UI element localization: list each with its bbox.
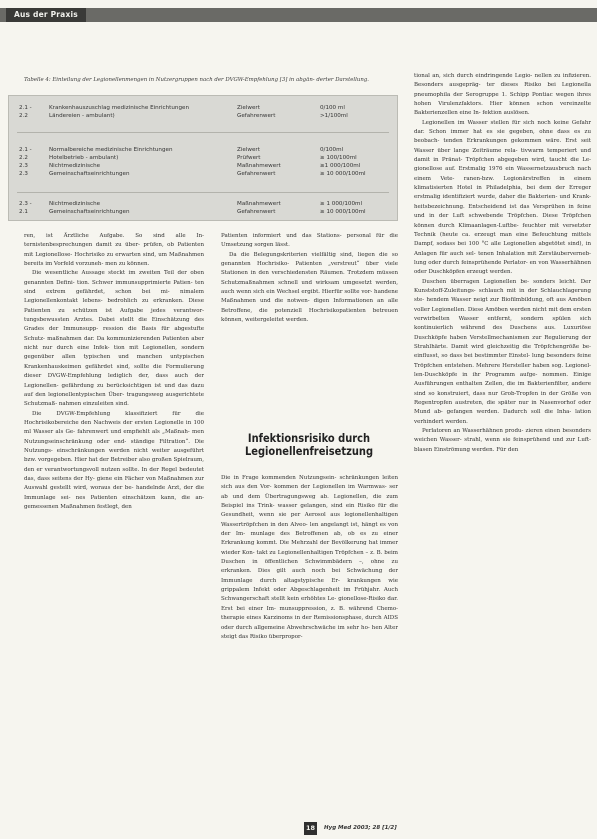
row-measure: Prüfwert (237, 155, 261, 161)
page-number: 18 (304, 822, 317, 835)
table-row (9, 154, 397, 162)
row-value: ≥ 10 000/100ml (320, 209, 366, 215)
table-row (9, 112, 397, 120)
table-divider (17, 192, 389, 193)
row-description: Normalbereiche medizinische Einrichtungen (49, 147, 173, 153)
table-group (9, 200, 397, 216)
table-row (9, 146, 397, 154)
row-value: ≥ 10 000/100ml (320, 171, 366, 177)
row-measure: Gefahrenwert (237, 171, 276, 177)
row-description: Ländereien - ambulant) (49, 113, 115, 119)
row-measure: Zielwert (237, 147, 260, 153)
row-description: Hotelbetrieb - ambulant) (49, 155, 119, 161)
body-column-middle-top (221, 232, 398, 325)
journal-issue: Hyg Med 2003; 28 [1/2] (324, 825, 397, 831)
row-value: ≥ 100/100ml (320, 155, 357, 161)
page-footer (0, 822, 597, 836)
row-value: >1/100ml (320, 113, 348, 119)
row-measure: Zielwert (237, 105, 260, 111)
row-code: 2.3 - (19, 201, 32, 207)
row-code: 2.1 - (19, 147, 32, 153)
row-description: Krankenhauszuschlag medizinische Einrichtungen (49, 105, 189, 111)
row-value: ≥1 000/100ml (320, 163, 361, 169)
paragraph: ren, ist Ärztliche Aufgabe. So sind alle In- ternistenbesprechungen damit zu über- prüfen, ob Patienten mit Legionellose- Hochrisiko zu erwarten sind, um Maßnahmen bereits im Vorfeld vorzuneh- men zu können. (24, 233, 204, 268)
row-measure: Maßnahmewert (237, 201, 281, 207)
table-group (9, 146, 397, 178)
paragraph: Perlatoren an Wasserhähnen produ- zieren einen besonders weichen Wasser- strahl, wenn sie feinsprühend und zur Luft- blasen Einströmung werden. Für den (414, 428, 591, 453)
section-headline: Infektionsrisiko durch Legionellenfreisetzung (244, 431, 374, 458)
paragraph: Patienten informiert und das Stations- personal für die Umsetzung sorgen lässt. (221, 233, 398, 249)
body-column-middle-bottom (221, 474, 398, 642)
paragraph: Die in Frage kommenden Nutzungsein- schränkungen leiten sich aus den Vor- kommen der Legionellen im Warmwas- ser ab und dem Übertragungsweg ab. Legionellen, die zum Beispiel ins Trink- wasser gelangen, sind ein Risiko für die Gesundheit, wenn sie per Aerosol aus legionellenhaltigen Wassertröpfchen in den Alveo- len angelangt ist, hängt es von der Im- munlage des Betroffenen ab, ob es zu einer Erkrankung kommt. Die Mehrzahl der Bevölkerung hat immer wieder Kon- takt zu Legionellenhaltigen Tröpfchen – z. B. beim Duschen in öffentlichen Schwimmbädern –, ohne zu erkranken. Dies gilt auch noch bei Schwächung der Immunlage durch altagstypische Er- krankungen wie grippalem Infekt oder Abgeschlagenheit im Frühjahr. Auch Schwangerschaft stellt kein erhöhtes Le- gionellose-Risiko dar. Erst bei einer Im- munsuppression, z. B. während Chemo- therapie eines Karzinoms in der Remissionsphase, durch AIDS oder durch allgemeine Abwehrschwäche im sehr ho- hen Alter steigt das Risiko überpropor- (221, 475, 398, 640)
table-divider (17, 132, 389, 133)
body-column-left (24, 232, 204, 512)
row-code: 2.3 (19, 171, 28, 177)
legionella-classification-table (8, 95, 398, 221)
row-description: Gemeinschaftseinrichtungen (49, 209, 130, 215)
paragraph: Legionellen im Wasser stellen für sich noch keine Gefahr dar. Schon immer hat es sie gegeben, ohne dass es zu beobach- tenden Erkrankungen gekommen wäre. Erst seit Wasser über lange Zeiträume rela- tivwarm temperiert und damit in Pränat- Tröpfchen abgegeben wird, taucht die Le- gionellose auf. Erstmalig 1976 ein Wassernetzausbruch nach einem Vete- ranen-bzw. Legionärstreffen in einem klimatisierten Hotel in Philadelphia, bei dem der Erreger erstmalig identifiziert wurde, daher die Bakterien- und Krank- heitsbezeichnung. Entscheidend ist das Versprühen in feine und in der Luft schwebende Tröpfchen. Diese Tröpfchen können durch Klimaanlagen-Luftbe- feuchter mit versetzter Technik (heute ca. erzeugt man eine Befeuchtung mittels Dampf, sodass bei 100 °C alle Legionellen abgetötet sind), in Anlagen für auch sel- tenen Inhalation mit Zerstäuberverneb- lung oder durch feinsprühende Perlator- en von Wasserhähnen oder Duschköpfen erzeugt werden. (414, 119, 591, 276)
section-headline-box (228, 432, 390, 458)
row-value: 0/100 ml (320, 105, 345, 111)
row-value: 0/100ml (320, 147, 344, 153)
row-value: ≥ 1 000/100ml (320, 201, 363, 207)
paragraph: tional an, sich durch eindringende Legio- nellen zu infizieren. Besonders ausgepräg- ter dieses Risiko bei Legionella pneumophila der Serogruppe 1. Schipp Pontiac wegen ihres hohen Virulenzfaktors. Hier können schon vereinzelte Bakterienzellen eine In- fektion auslösen. (414, 73, 591, 117)
row-description: Nichtmedizinische (49, 163, 101, 169)
body-column-right (414, 72, 591, 455)
paragraph: Da die Belegungskriterien vielfältig sind, liegen die so genannten Hochrisiko- Patienten „verstreut“ über viele Stationen in den verschiedensten Räumen. Trotzdem müssen Schutzmaßnahmen schnell und wirksam umgesetzt werden, auch wenn sich ein Wechsel ergibt. Hierfür sollte vor- handene Maßnahmen und die notwen- digen Informationen an alle Betroffene, die potenziell Hochrisikopatienten betreuen können, weitergeleitet werden. (221, 251, 398, 324)
table-row (9, 200, 397, 208)
row-code: 2.2 (19, 113, 28, 119)
table-row (9, 170, 397, 178)
section-header-band (0, 8, 597, 22)
row-measure: Gefahrenwert (237, 113, 276, 119)
row-measure: Maßnahmewert (237, 163, 281, 169)
paragraph: Die wesentliche Aussage steckt im zweiten Teil der oben genannten Defini- tion. Schwer immunsupprimierte Patien- ten sind extrem gefährdet, schon bei mi- nimalem Legionellenkontakt lebens- bedrohlich zu erkranken. Diese Patienten zu schützen ist Aufgabe jedes verantwor- tungsbewussten Arztes. Dabei stellt die Einschätzung des Grades der Immunsupp- ression die Basis für abgestufte Schutz- maßnahmen dar. Da kommunizierenden Patienten aber nicht nur durch eine Infek- tion mit Legionellen, sondern gegenüber allen typischen und manchen untypischen Krankenhauskeimen gefährdet sind, sollte die Formulierung dieser DVGW-Empfehlung lediglich der, dass auch der Legionellen- gefährdung zu berücksichtigen ist und das dazu auf den legionellentypischen Über- tragungsweg ausgerichtete Schutzmaß- nahmen einzuleiten sind. (24, 270, 204, 408)
paragraph: Die DVGW-Empfehlung klassifiziert für die Hochrisikobereiche den Nachweis der ersten Legionelle in 100 ml Wasser als Ge- fahrenwert und empfiehlt als „Maßnah- men Nutzungseinschränkung oder end- ständige Filtration“. Die Nutzungs- einschränkungen werden nicht weiter ausgeführt bzw. vorgegeben. Hier hat der Betreiber also großen Spielraum, den er verantwortungsvoll nutzen sollte. In der Regel bedeutet das, dass seitens der Hy- giene ein Fächer von Maßnahmen zur Auswahl gestellt wird, woraus der be- handelnde Arzt, der die Immunlage sei- nes Patienten einschätzen kann, die an- gemessenen Maßnahmen festlegt, den (24, 410, 204, 510)
table-group (9, 104, 397, 120)
table-row (9, 208, 397, 216)
paragraph: Duschen überragen Legionellen be- sonders leicht. Der Kunststoff-Zuleitungs- schlauch mit in der Schlauchlagerung ste- hendem Wasser neigt zur Biofilmbildung, oft aus Amöben voller Legionellen. Diese Amöben werden nicht mit dem ersten verwirbelten Wasser entfernt, sondern spülen sich kontinuierlich während des Duschens aus. Luxuriöse Duschköpfe haben Verstellmechanismen zur Regulierung der Strahlhärte. Damit wird gleichzeitig die Tröpfchengröße be- einflusst, so dass bei bestimmter Einstel- lung besonders feine Tröpfchen entstehen. Mehrere Hersteller haben sog. Legionel- len-Duschköpfe in ihr Programm aufge- nommen. Einige Ausführungen enthalten Zellen, die im Bakterienfilter, andere sind so konstruiert, dass nur Grob-Tropfen in der Größe von Regentropfen austreten, die später nur in Nasenvorhof oder Mund ab- gefangen werden. Dadurch soll die Inha- lation verhindert werden. (414, 278, 591, 425)
row-description: Nichtmedizinische (49, 201, 101, 207)
row-code: 2.1 - (19, 105, 32, 111)
row-code: 2.1 (19, 209, 28, 215)
table-caption: Tabelle 4: Einteilung der Legionellenmengen in Nutzergruppen nach der DVGW-Empfehlung [3] in abgän- derter Darstellung. (24, 77, 369, 83)
section-title: Aus der Praxis (6, 8, 86, 22)
table-row (9, 104, 397, 112)
row-description: Gemeinschaftseinrichtungen (49, 171, 130, 177)
table-row (9, 162, 397, 170)
row-code: 2.3 (19, 163, 28, 169)
row-measure: Gefahrenwert (237, 209, 276, 215)
row-code: 2.2 (19, 155, 28, 161)
